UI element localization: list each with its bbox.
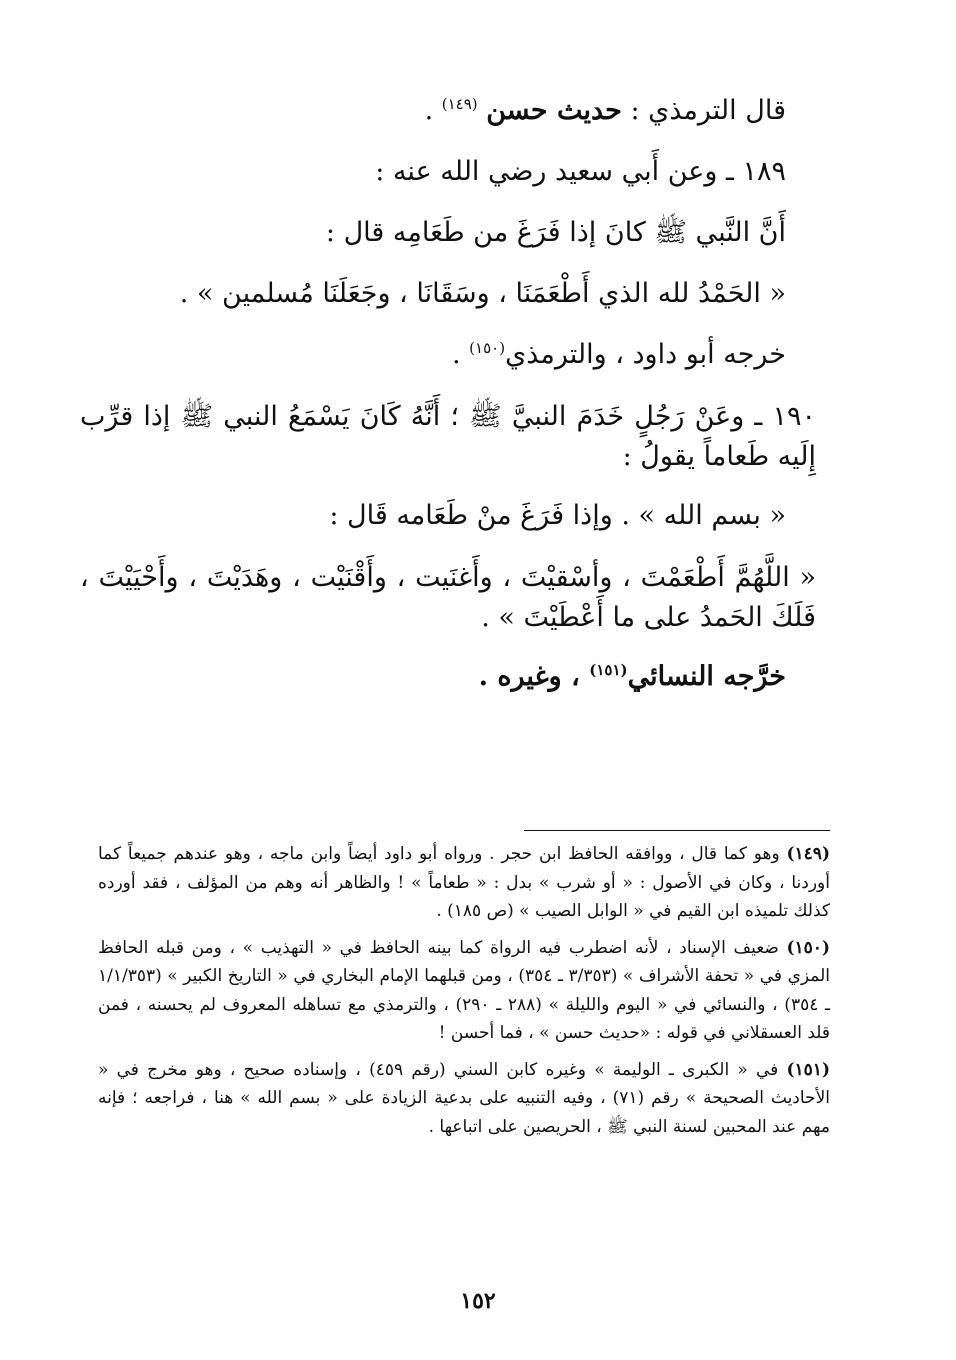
footnote-149 — [98, 840, 830, 926]
main-text — [80, 92, 816, 719]
line-end: . — [424, 95, 442, 126]
hadith-189-context: أَنَّ النَّبي ﷺ كانَ إذا فَرَغَ من طَعَامِه قال : — [325, 217, 786, 248]
footnote-ref-149[interactable]: (١٤٩) — [441, 95, 478, 113]
hadith-189-dua: « الحَمْدُ لله الذي أَطْعَمَنَا ، وسَقَانَا ، وجَعَلَنَا مُسلمين » . — [179, 278, 786, 309]
footnotes — [98, 840, 830, 1149]
page-number: ١٥٢ — [460, 1288, 496, 1314]
source-text: خرَّجه النسائي — [627, 661, 786, 692]
footnote-text: في « الكبرى ـ الوليمة » وغيره كابن السني (رقم ٤٥٩) ، وإسناده صحيح ، وهو مخرج في « الأحاديث الصحيحة » رقم (٧١) ، وفيه التنبيه على بدعية الزيادة على « بسم الله » هنا ، فراجعه ؛ فإنه مهم عند المحبين لسنة النبي ﷺ ، الحريصين على اتباعها . — [98, 1059, 830, 1137]
footnote-number: (١٥١) — [786, 1059, 830, 1080]
hadith-190-dua: « اللَّهُمَّ أَطْعَمْتَ ، وأسْقيْتَ ، وأَغنَيت ، وأَقْنَيْت ، وهَدَيْتَ ، وأَحْيَيْتَ ، فَلَكَ الحَمدُ على ما أَعْطَيْتَ » . — [80, 562, 816, 633]
hadith-190-intro: ١٩٠ ـ وعَنْ رَجُلٍ خَدَمَ النبيَّ ﷺ ؛ أَنَّهُ كَانَ يَسْمَعُ النبي ﷺ إذا قرِّب إِلَيه طَعاماً يقولُ : — [80, 401, 816, 472]
footnote-151 — [98, 1056, 830, 1142]
footnote-150 — [98, 934, 830, 1048]
footnote-ref-150[interactable]: (١٥٠) — [469, 339, 506, 357]
footnote-number: (١٥٠) — [786, 937, 830, 958]
hadith-189-source — [80, 336, 786, 374]
hadith-grade: حديث حسن — [486, 95, 622, 126]
footnote-text: وهو كما قال ، ووافقه الحافظ ابن حجر . ورواه أبو داود أيضاً وابن ماجه ، وهو عندهم جميعاً كما أوردنا ، وكان في الأصول : « أو شرب » بدل : « طعاماً » ! والظاهر أنه وهم من المؤلف ، فقد أورده كذلك تلميذه ابن القيم في « الوابل الصيب » (ص ١٨٥) . — [98, 844, 830, 921]
source-text: خرجه أبو داود ، والترمذي — [505, 339, 786, 370]
line-text: قال الترمذي : — [621, 95, 786, 126]
footnote-number: (١٤٩) — [786, 844, 830, 864]
footnote-ref-151[interactable]: (١٥١) — [589, 661, 628, 679]
hadith-189-intro: ١٨٩ ـ وعن أَبي سعيد رضي الله عنه : — [375, 156, 786, 187]
footnote-divider — [524, 830, 830, 831]
line-end: . — [452, 339, 470, 370]
hadith-190-bismillah: « بسم الله » . وإذا فَرَغَ منْ طَعَامه قَال : — [329, 500, 786, 531]
line-tirmidhi-grade — [80, 92, 786, 130]
footnote-text: ضعيف الإسناد ، لأنه اضطرب فيه الرواة كما بينه الحافظ في « التهذيب » ، ومن قبله الحافظ المزي في « تحفة الأشراف » (٣/٣٥٣ ـ ٣٥٤) ، ومن قبلهما الإمام البخاري في « التاريخ الكبير » (١/١/٣٥٣ ـ ٣٥٤) ، والنسائي في « اليوم والليلة » (٢٨٨ ـ ٢٩٠) ، والترمذي مع تساهله المعروف لم يحسنه ، فمن قلد العسقلاني في قوله : «حديث حسن » ، فما أحسن ! — [98, 937, 831, 1043]
hadith-190-source — [80, 658, 786, 696]
line-end: ، وغيره . — [478, 661, 590, 692]
